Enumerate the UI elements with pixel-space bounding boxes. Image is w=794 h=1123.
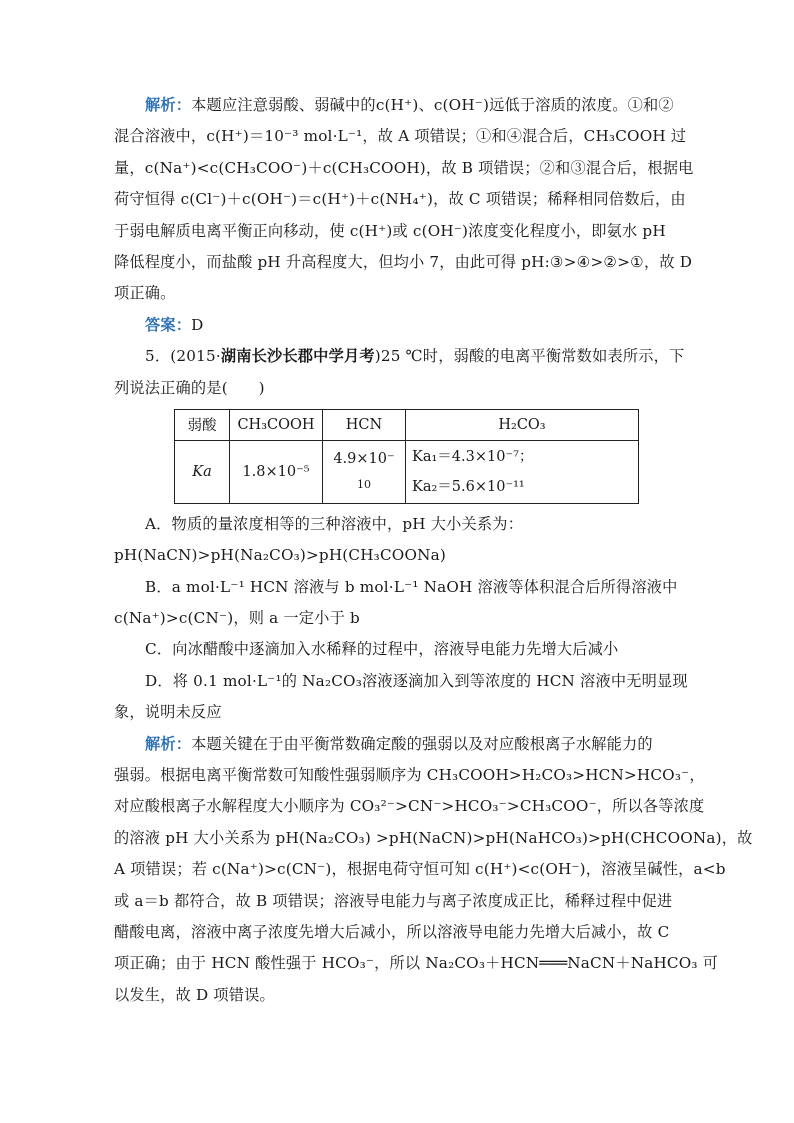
option-a-line-2: pH(NaCN)>pH(Na₂CO₃)>pH(CH₃COONa) (114, 546, 446, 565)
analysis-1-line-5: 于弱电解质电离平衡正向移动，使 c(H⁺)或 c(OH⁻)浓度变化程度小，即氨水 pH (114, 221, 666, 240)
table-cell: 弱酸 (175, 409, 230, 440)
table-cell: HCN (323, 409, 406, 440)
analysis-1-line-4: 荷守恒得 c(Cl⁻)＋c(OH⁻)＝c(H⁺)＋c(NH₄⁺)，故 C 项错误；稀释相同倍数后，由 (114, 190, 686, 209)
question-source: 湖南长沙长郡中学月考 (220, 347, 375, 366)
table-cell (323, 440, 406, 503)
hcn-value-part-2: 10 (357, 477, 371, 491)
analysis-2-line-9: 以发生，故 D 项错误。 (114, 985, 275, 1004)
text-span: c(H⁺)、c(OH⁻)远低于溶质的浓度。①和② (375, 96, 674, 114)
table-cell (406, 440, 639, 503)
analysis-1-line-1 (114, 90, 684, 121)
document-page (114, 90, 753, 1011)
table-cell (175, 440, 230, 503)
table-cell: CH₃COOH (230, 409, 323, 440)
ka2-value: Ka₂＝5.6×10⁻¹¹ (412, 478, 525, 495)
answer-label: 答案： (145, 315, 192, 334)
table-cell: 1.8×10⁻⁵ (230, 440, 323, 503)
option-b-line-2: c(Na⁺)>c(CN⁻)，则 a 一定小于 b (114, 609, 360, 628)
table-cell: H₂CO₃ (406, 409, 639, 440)
analysis-2-line-3: 对应酸根离子水解程度大小顺序为 CO₃²⁻>CN⁻>HCO₃⁻>CH₃COO⁻，所以各等浓度 (114, 797, 705, 816)
option-a-line-1: A．物质的量浓度相等的三种溶液中，pH 大小关系为： (145, 514, 524, 533)
analysis-2-line-1 (114, 729, 684, 760)
answer-value: D (191, 315, 204, 334)
analysis-2-line-2: 强弱。根据电离平衡常数可知酸性强弱顺序为 CH₃COOH>H₂CO₃>HCN>HCO₃⁻， (114, 766, 705, 785)
analysis-1-line-6: 降低程度小，而盐酸 pH 升高程度大，但均小 7，由此可得 pH:③>④>②>①，故 D (114, 252, 693, 271)
analysis-1-line-2: 混合溶液中，c(H⁺)＝10⁻³ mol·L⁻¹，故 A 项错误；①和④混合后，CH₃COOH 过 (114, 127, 687, 146)
analysis-label: 解析： (145, 734, 192, 753)
option-b-line-1: B．a mol·L⁻¹ HCN 溶液与 b mol·L⁻¹ NaOH 溶液等体积混合后所得溶液中 (145, 577, 678, 596)
answer-line (114, 310, 684, 341)
ka-label: Ka (192, 463, 212, 480)
option-d-line-1: D．将 0.1 mol·L⁻¹的 Na₂CO₃溶液逐滴加入到等浓度的 HCN 溶液中无明显现 (145, 671, 688, 690)
question-5-line-1 (114, 341, 684, 372)
analysis-1-line-3: 量，c(Na⁺)<c(CH₃COO⁻)＋c(CH₃COOH)，故 B 项错误；②和③混合后，根据电 (114, 158, 694, 177)
ka1-value: Ka₁＝4.3×10⁻⁷； (412, 448, 534, 465)
question-5-line-2: 列说法正确的是( ) (114, 378, 265, 397)
analysis-2-line-8: 项正确；由于 HCN 酸性强于 HCO₃⁻，所以 Na₂CO₃＋HCN═══NaCN＋NaHCO₃ 可 (114, 954, 719, 973)
analysis-2-line-4: 的溶液 pH 大小关系为 pH(Na₂CO₃) >pH(NaCN)>pH(NaHCO₃)>pH(CHCOONa)，故 (114, 828, 753, 847)
analysis-label: 解析： (145, 96, 192, 114)
ionization-constant-table (174, 409, 639, 504)
question-number: 5．(2015· (145, 347, 221, 366)
analysis-2-line-6: 或 a＝b 都符合，故 B 项错误；溶液导电能力与离子浓度成正比，稀释过程中促进 (114, 891, 673, 910)
text-span: 本题关键在于由平衡常数确定酸的强弱以及对应酸根离子水解能力的 (191, 734, 653, 753)
text-span: )25 ℃时，弱酸的电离平衡常数如表所示，下 (374, 347, 685, 366)
analysis-2-line-7: 醋酸电离，溶液中离子浓度先增大后减小，所以溶液导电能力先增大后减小，故 C (114, 922, 670, 941)
option-d-line-2: 象，说明未反应 (114, 703, 222, 722)
hcn-value-part-1: 4.9×10⁻ (333, 450, 395, 467)
table-header-row (175, 409, 639, 440)
option-c-line-1: C．向冰醋酸中逐滴加入水稀释的过程中，溶液导电能力先增大后减小 (145, 640, 619, 659)
analysis-2-line-5: A 项错误；若 c(Na⁺)>c(CN⁻)，根据电荷守恒可知 c(H⁺)<c(OH⁻)，溶液呈碱性，a<b (114, 860, 726, 879)
table-row (175, 440, 639, 503)
analysis-1-line-7: 项正确。 (114, 284, 176, 303)
text-span: 本题应注意弱酸、弱碱中的 (191, 96, 376, 114)
